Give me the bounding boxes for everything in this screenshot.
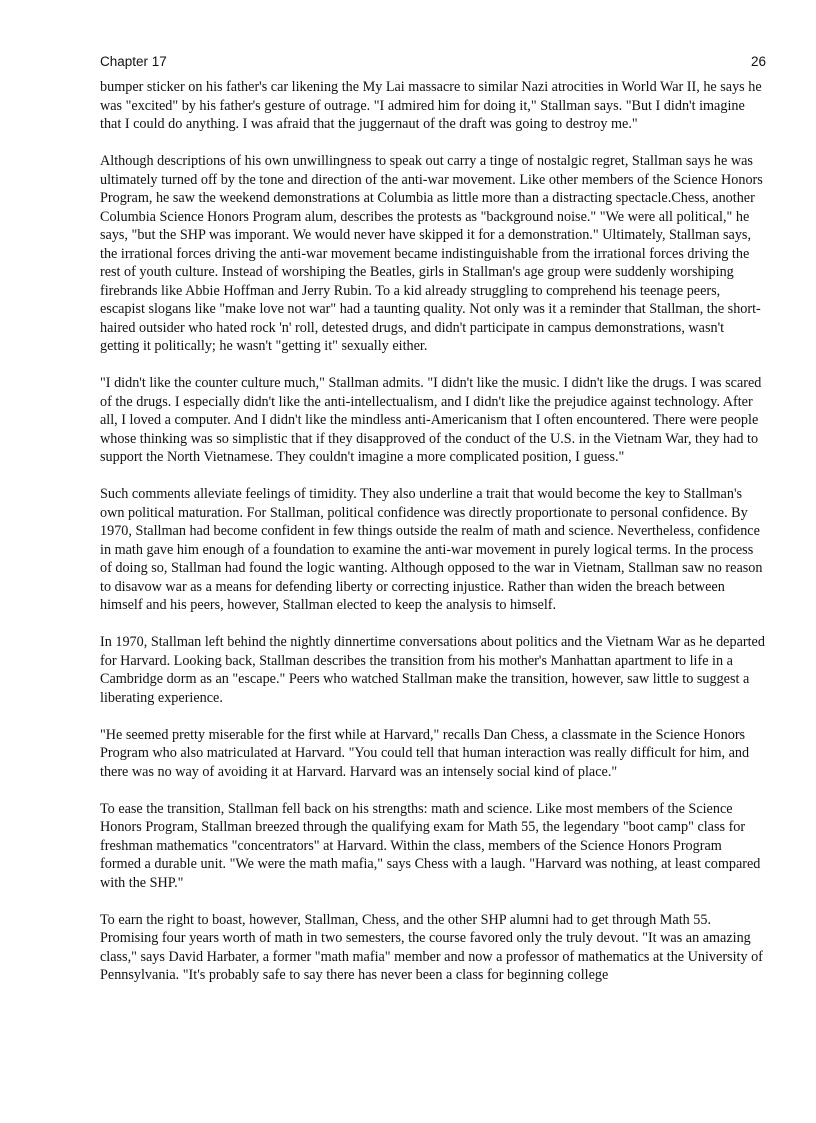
paragraph: Although descriptions of his own unwillingness to speak out carry a tinge of nostalgic regret, Stallman says he was ultimately turned off by the tone and direction of the anti-war movement. Like other members of the Science Honors Program, he saw the weekend demonstrations at Columbia as little more than a distracting spectacle.Chess, another Columbia Science Honors Program alum, describes the protests as "background noise." "We were all political," he says, "but the SHP was imporant. We would never have skipped it for a demonstration." Ultimately, Stallman says, the irrational forces driving the anti-war movement became indistinguishable from the irrational forces driving the rest of youth culture. Instead of worshiping the Beatles, girls in Stallman's age group were suddenly worshiping firebrands like Abbie Hoffman and Jerry Rubin. To a kid already struggling to comprehend his teenage peers, escapist slogans like "make love not war" had a taunting quality. Not only was it a reminder that Stallman, the short-haired outsider who hated rock 'n' roll, detested drugs, and didn't participate in campus demonstrations, wasn't getting it politically; he wasn't "getting it" sexually either. xyxy=(100,153,763,354)
paragraph: "I didn't like the counter culture much," Stallman admits. "I didn't like the music. I didn't like the drugs. I was scared of the drugs. I especially didn't like the anti-intellectualism, and I didn't like the prejudice against technology. After all, I loved a computer. And I didn't like the mindless anti-Americanism that I often encountered. There were people whose thinking was so simplistic that if they disapproved of the conduct of the U.S. in the Vietnam War, they had to support the North Vietnamese. They couldn't imagine a more complicated position, I guess." xyxy=(100,375,762,465)
paragraph: To earn the right to boast, however, Stallman, Chess, and the other SHP alumni had to get through Math 55. Promising four years worth of math in two semesters, the course favored only the truly devout. "It was an amazing class," says David Harbater, a former "math mafia" member and now a professor of mathematics at the University of Pennsylvania. "It's probably safe to say there has never been a class for beginning college xyxy=(100,911,763,983)
paragraph: bumper sticker on his father's car likening the My Lai massacre to similar Nazi atrocities in World War II, he says he was "excited" by his father's gesture of outrage. "I admired him for doing it," Stallman says. "But I didn't imagine that I could do anything. I was afraid that the juggernaut of the draft was going to destroy me." xyxy=(100,79,762,132)
body-text xyxy=(100,78,766,985)
paragraph: In 1970, Stallman left behind the nightly dinnertime conversations about politics and the Vietnam War as he departed for Harvard. Looking back, Stallman describes the transition from his mother's Manhattan apartment to life in a Cambridge dorm as an "escape." Peers who watched Stallman make the transition, however, saw little to suggest a liberating experience. xyxy=(100,634,765,706)
paragraph: To ease the transition, Stallman fell back on his strengths: math and science. Like most members of the Science Honors Program, Stallman breezed through the qualifying exam for Math 55, the legendary "boot camp" class for freshman mathematics "concentrators" at Harvard. Within the class, members of the Science Honors Program formed a durable unit. "We were the math mafia," says Chess with a laugh. "Harvard was nothing, at least compared with the SHP." xyxy=(100,800,761,891)
paragraph: Such comments alleviate feelings of timidity. They also underline a trait that would become the key to Stallman's own political maturation. For Stallman, political confidence was directly proportionate to personal confidence. By 1970, Stallman had become confident in few things outside the realm of math and science. Nevertheless, confidence in math gave him enough of a foundation to examine the anti-war movement in purely logical terms. In the process of doing so, Stallman had found the logic wanting. Although opposed to the war in Vietnam, Stallman saw no reason to disavow war as a means for defending liberty or correcting injustice. Rather than widen the breach between himself and his peers, however, Stallman elected to keep the analysis to himself. xyxy=(100,486,763,613)
chapter-title: Chapter 17 xyxy=(100,54,167,69)
running-header xyxy=(100,54,766,76)
paragraph: "He seemed pretty miserable for the first while at Harvard," recalls Dan Chess, a classmate in the Science Honors Program who also matriculated at Harvard. "You could tell that human interaction was really difficult for him, and there was no way of avoiding it at Harvard. Harvard was an intensely social kind of place." xyxy=(100,726,750,780)
page-number: 26 xyxy=(750,54,766,69)
document-page xyxy=(100,54,766,1003)
